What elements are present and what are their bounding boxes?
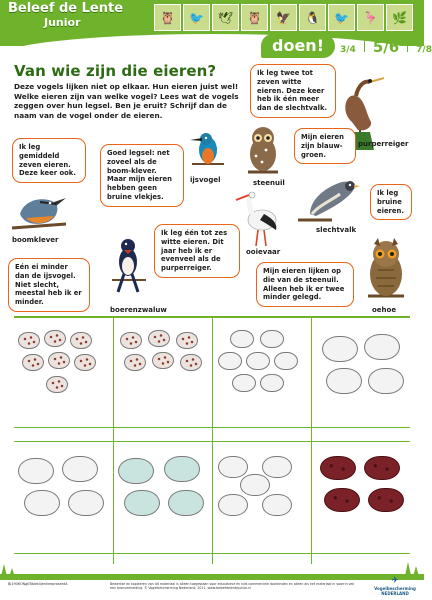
label-boerenzwaluw: boerenzwaluw [110, 306, 167, 314]
egg [246, 352, 270, 370]
egg [48, 352, 70, 369]
answer-line-row1 [14, 427, 410, 428]
row-divider [14, 441, 410, 442]
egg [364, 456, 400, 480]
egg [18, 332, 40, 349]
egg [118, 458, 154, 484]
egg [22, 354, 44, 371]
vb-logo-icon: ✈ [391, 576, 399, 586]
ijsvogel-illustration [188, 128, 228, 174]
hawk-icon: 🦅 [270, 4, 297, 31]
kingfisher-icon: 🐦 [328, 4, 355, 31]
egg [230, 330, 254, 348]
bubble-oehoe: Mijn eieren lijken op die van de steenuil. Alleen heb ik er twee minder gelegd. [256, 262, 354, 307]
footer-code: BJ1906ONgEBbleklijenheeprasentA [8, 582, 68, 586]
page-title: Van wie zijn die eieren? [14, 62, 217, 80]
age-group-selector [340, 38, 432, 56]
egg [368, 488, 404, 512]
age-3-4: 3/4 [340, 45, 356, 55]
egg-nest-1 [18, 330, 108, 404]
stork-icon: 🕊 [212, 4, 239, 31]
egg [124, 490, 160, 516]
egg [68, 490, 104, 516]
egg [24, 490, 60, 516]
egg [46, 376, 68, 393]
slechtvalk-illustration [292, 176, 364, 224]
egg [364, 334, 400, 360]
egg [176, 332, 198, 349]
brand-line1: Beleef de Lente [8, 1, 124, 16]
egg [44, 330, 66, 347]
egg [164, 456, 200, 482]
label-steenuil: steenuil [253, 179, 285, 187]
egg-nest-4 [318, 330, 408, 404]
owl2-icon: 🦉 [241, 4, 268, 31]
steenuil-illustration [244, 124, 282, 176]
egg [70, 332, 92, 349]
brand-logo [8, 2, 123, 30]
oehoe-illustration [364, 236, 408, 302]
egg [152, 352, 174, 369]
egg [218, 456, 248, 478]
egg [232, 374, 256, 392]
egg [218, 494, 248, 516]
heron-icon: 🐧 [299, 4, 326, 31]
doen-badge: doen! [261, 34, 335, 58]
egg [240, 474, 270, 496]
egg [18, 458, 54, 484]
vogelbescherming-logo [372, 576, 418, 596]
egg [260, 374, 284, 392]
egg [262, 456, 292, 478]
egg [120, 332, 142, 349]
egg-nest-2 [118, 330, 208, 404]
egg [320, 456, 356, 480]
egg [326, 368, 362, 394]
brand-line2: Junior [44, 16, 81, 29]
egg [74, 354, 96, 371]
label-purperreiger: purperreiger [358, 140, 409, 148]
bubble-purperreiger: Ik leg twee tot zeven witte eieren. Deze keer heb ik één meer dan de slechtvalk. [250, 64, 336, 118]
egg [262, 494, 292, 516]
label-ooievaar: ooievaar [246, 248, 281, 256]
answer-line-row2 [14, 553, 410, 554]
egg [148, 330, 170, 347]
egg-nest-6 [118, 452, 208, 526]
age-divider [407, 38, 408, 52]
age-5-6: 5/6 [372, 38, 400, 56]
egg-nest-7 [218, 452, 308, 526]
label-ijsvogel: ijsvogel [190, 176, 221, 184]
bubble-slechtvalk: Mijn eieren zijn blauw-groen. [294, 128, 356, 164]
grass-decoration [0, 560, 424, 580]
leaf-icon: 🌿 [386, 4, 413, 31]
bubble-bruine-eieren: Ik leg bruine eieren. [370, 184, 412, 220]
egg [322, 336, 358, 362]
egg [274, 352, 298, 370]
bubble-boerenzwaluw: Eén ei minder dan de ijsvogel. Niet slecht, meestal heb ik er minder. [8, 258, 90, 312]
egg [368, 368, 404, 394]
bubble-ooievaar: Ik leg één tot zes witte eieren. Dit jaar heb ik er evenveel als de purperreiger. [154, 224, 240, 278]
egg-nest-8 [318, 452, 408, 526]
egg [124, 354, 146, 371]
egg-nest-3 [218, 330, 308, 404]
heron2-icon: 🦩 [357, 4, 384, 31]
age-divider [364, 38, 365, 52]
bubble-ijsvogel: Goed legsel: net zoveel als de boom-klever. Maar mijn eieren hebben geen bruine vlekjes. [100, 144, 184, 207]
swallow-icon: 🐦 [183, 4, 210, 31]
label-boomklever: boomklever [12, 236, 59, 244]
age-7-8: 7/8 [416, 45, 432, 55]
footer-copyright: Bewerkte en kopieeren van dit materiaal is alleen toegestaan voor educatieve en niet-commerciele doeleinden en alleen als het materiaal in voorrin van een bronvermelding. © Vogelbescherming Nederland, 2011. www.beleefdelentejunior.nl [110, 582, 355, 590]
egg [324, 488, 360, 512]
egg [218, 352, 242, 370]
bubble-boomklever: Ik leg gemiddeld zeven eieren. Deze keer ook. [12, 138, 86, 183]
vb-logo-text: Vogelbescherming NEDERLAND [374, 586, 416, 596]
egg [180, 354, 202, 371]
header-photo-strip [154, 4, 413, 31]
boerenzwaluw-illustration [110, 232, 148, 294]
egg-nest-5 [18, 452, 108, 526]
label-slechtvalk: slechtvalk [316, 226, 357, 234]
intro-text: Deze vogels lijken niet op elkaar. Hun eieren juist wel! Welke eieren zijn van welke vogel? Lees wat de vogels zeggen over hun legsel. Ben je eruit? Schrijf dan de naam van de vogel onder de eieren. [14, 82, 239, 120]
egg [62, 456, 98, 482]
egg [168, 490, 204, 516]
owl-icon: 🦉 [154, 4, 181, 31]
ooievaar-illustration [234, 190, 284, 246]
label-oehoe: oehoe [372, 306, 397, 314]
egg [260, 330, 284, 348]
boomklever-illustration [10, 184, 70, 232]
